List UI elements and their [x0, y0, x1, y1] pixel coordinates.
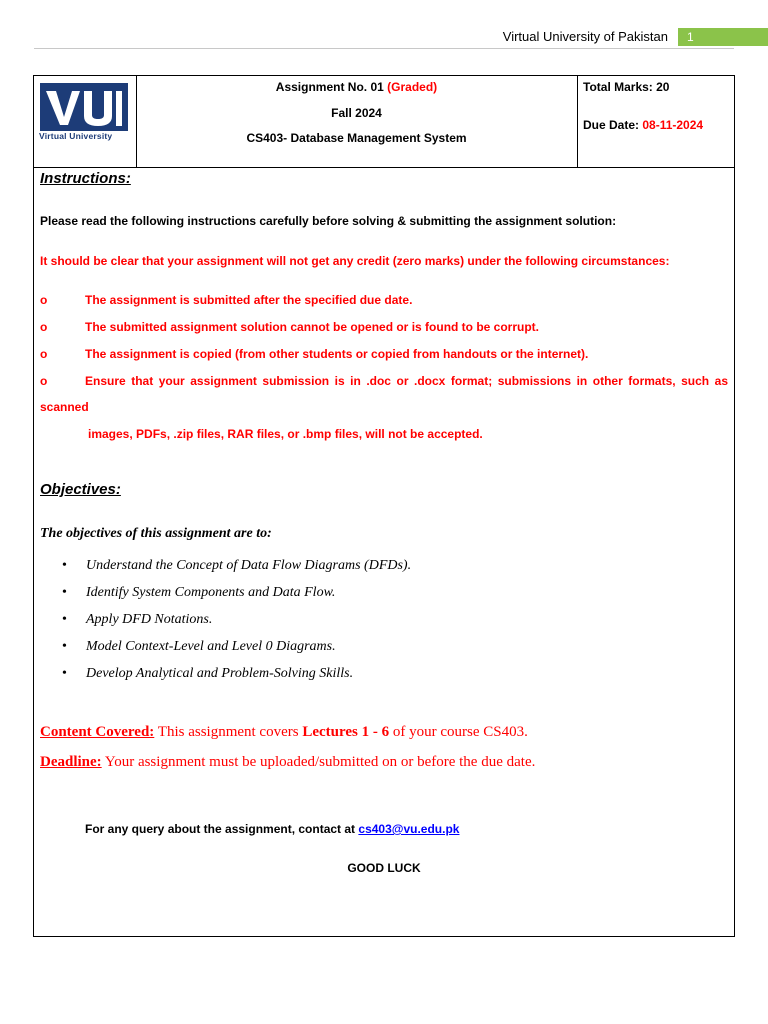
deadline-label: Deadline: [40, 754, 102, 770]
instruction-text: The assignment is copied (from other students or copied from handouts or the internet). [85, 347, 589, 361]
instruction-wrap-word: scanned [40, 400, 89, 414]
instructions-intro: Please read the following instructions carefully before solving & submitting the assignment solution: [40, 214, 617, 228]
instruction-text: The assignment is submitted after the specified due date. [85, 293, 413, 307]
bullet-marker: o [40, 347, 48, 361]
instructions-warning: It should be clear that your assignment will not get any credit (zero marks) under the following circumstances: [40, 254, 670, 268]
objective-item: • Identify System Components and Data Flow. [62, 585, 411, 612]
objective-item: • Develop Analytical and Problem-Solving Skills. [62, 666, 411, 693]
header-divider [34, 48, 734, 49]
due-date-label: Due Date: [583, 118, 640, 132]
total-marks: Total Marks: 20 [583, 80, 670, 94]
due-date-value: 08-11-2024 [642, 118, 704, 132]
page-header-university: Virtual University of Pakistan [502, 29, 668, 44]
contact-line [85, 822, 459, 836]
logo-caption: Virtual University [39, 131, 113, 141]
deadline-text: Your assignment must be uploaded/submitted on or before the due date. [101, 754, 536, 770]
objectives-heading: Objectives: [40, 481, 121, 498]
assignment-frame [33, 75, 735, 937]
lectures-range: Lectures 1 - 6 [302, 724, 390, 740]
instruction-text: The submitted assignment solution cannot be opened or is found to be corrupt. [85, 320, 540, 334]
bullet-marker: o [40, 320, 48, 334]
title-block [34, 76, 734, 168]
bullet-marker: o [40, 293, 48, 307]
content-covered [40, 724, 528, 741]
instruction-continuation: images, PDFs, .zip files, RAR files, or .bmp files, will not be accepted. [88, 427, 483, 441]
page-number-badge: 1 [678, 28, 768, 46]
logo-cell [34, 76, 137, 167]
course-title: CS403- Database Management System [246, 131, 467, 145]
contact-text: For any query about the assignment, contact at [85, 822, 359, 836]
instruction-text: Ensure that your assignment submission is in .doc or .docx format; submissions in other formats, such as [85, 374, 728, 388]
instructions-heading: Instructions: [40, 170, 131, 187]
bullet-marker: o [40, 374, 48, 388]
content-covered-text: This assignment covers [154, 724, 303, 740]
content-covered-label: Content Covered: [40, 724, 155, 740]
assignment-title-cell [136, 76, 578, 167]
objective-item: • Apply DFD Notations. [62, 612, 411, 639]
content-covered-course: of your course CS403. [389, 724, 528, 740]
semester: Fall 2024 [331, 106, 382, 120]
assignment-number: Assignment No. 01 [275, 80, 384, 94]
marks-cell [577, 76, 734, 167]
graded-label: (Graded) [387, 80, 438, 94]
objective-item: • Understand the Concept of Data Flow Diagrams (DFDs). [62, 558, 411, 585]
objective-item: • Model Context-Level and Level 0 Diagrams. [62, 639, 411, 666]
objectives-intro: The objectives of this assignment are to: [40, 526, 272, 541]
deadline [40, 754, 535, 771]
contact-email-link[interactable]: cs403@vu.edu.pk [358, 822, 460, 836]
objectives-list [62, 558, 411, 693]
good-luck: GOOD LUCK [347, 861, 421, 875]
